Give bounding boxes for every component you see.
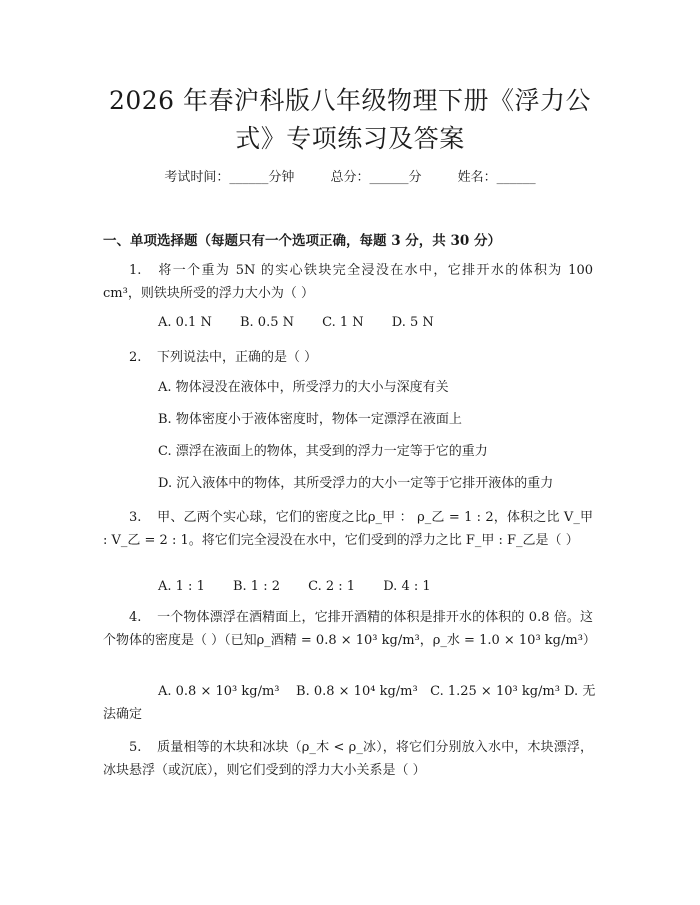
question-text: 下列说法中，正确的是（ ） (157, 350, 318, 365)
option-a: A. 0.1 N (158, 315, 212, 330)
question-text: 质量相等的木块和冰块（ρ_木 < ρ_冰），将它们分别放入水中，木块漂浮，冰块悬浮（或沉底），则它们受到的浮力大小关系是（ ） (103, 740, 593, 778)
exam-time: 考试时间：______分钟 (164, 170, 295, 185)
option-c: C. 1 N (322, 315, 364, 330)
question-3 (103, 506, 593, 552)
option-a: A. 物体浸没在液体中，所受浮力的大小与深度有关 (158, 380, 449, 395)
exam-title (70, 82, 630, 158)
option-d: D. 沉入液体中的物体，其所受浮力的大小一定等于它排开液体的重力 (158, 476, 554, 491)
exam-meta (0, 168, 700, 188)
option-d: D. 无法确定 (103, 684, 596, 722)
option-b: B. 1 : 2 (232, 579, 280, 594)
question-2 (103, 346, 593, 369)
question-1-options (158, 313, 458, 333)
question-number: 5. (129, 740, 142, 755)
option-d: D. 5 N (391, 315, 434, 330)
student-name: 姓名：______ (457, 170, 536, 185)
question-5 (103, 736, 593, 782)
question-text: 甲、乙两个实心球，它们的密度之比ρ_甲 ： ρ_乙 = 1 : 2，体积之比 V_甲 : V_乙 = 2 : 1。将它们完全浸没在水中，它们受到的浮力之比 F_甲 : F_乙是（ ） (103, 510, 593, 548)
question-number: 2. (129, 350, 142, 365)
question-number: 4. (129, 610, 142, 625)
option-b: B. 物体密度小于液体密度时，物体一定漂浮在液面上 (158, 412, 462, 427)
option-c: C. 1.25 × 10³ kg/m³ (430, 684, 560, 699)
title-line-2: 式》专项练习及答案 (235, 124, 465, 153)
title-line-1: 2026 年春沪科版八年级物理下册《浮力公 (108, 86, 592, 115)
option-d: D. 4 : 1 (383, 579, 431, 594)
option-a: A. 0.8 × 10³ kg/m³ (158, 684, 280, 699)
option-c: C. 2 : 1 (308, 579, 356, 594)
option-c: C. 漂浮在液面上的物体，其受到的浮力一定等于它的重力 (158, 444, 488, 459)
question-4 (103, 606, 596, 652)
section-heading: 一、单项选择题（每题只有一个选项正确，每题 3 分，共 30 分） (103, 233, 501, 249)
question-text: 将一个重为 5N 的实心铁块完全浸没在水中，它排开水的体积为 100 cm³，则铁块所受的浮力大小为（ ） (103, 263, 593, 301)
question-3-options (158, 577, 455, 597)
question-number: 3. (129, 510, 142, 525)
question-number: 1. (129, 263, 142, 278)
question-4-options (103, 680, 598, 726)
question-text: 一个物体漂浮在酒精面上，它排开酒精的体积是排开水的体积的 0.8 倍。这个物体的密度是（ ）（已知ρ_酒精 = 0.8 × 10³ kg/m³，ρ_水 = 1.0 × 10³ kg/m³） (103, 610, 596, 648)
question-1 (103, 259, 593, 305)
total-score: 总分：______分 (330, 170, 422, 185)
option-b: B. 0.8 × 10⁴ kg/m³ (296, 684, 418, 699)
option-b: B. 0.5 N (239, 315, 294, 330)
option-a: A. 1 : 1 (158, 579, 205, 594)
